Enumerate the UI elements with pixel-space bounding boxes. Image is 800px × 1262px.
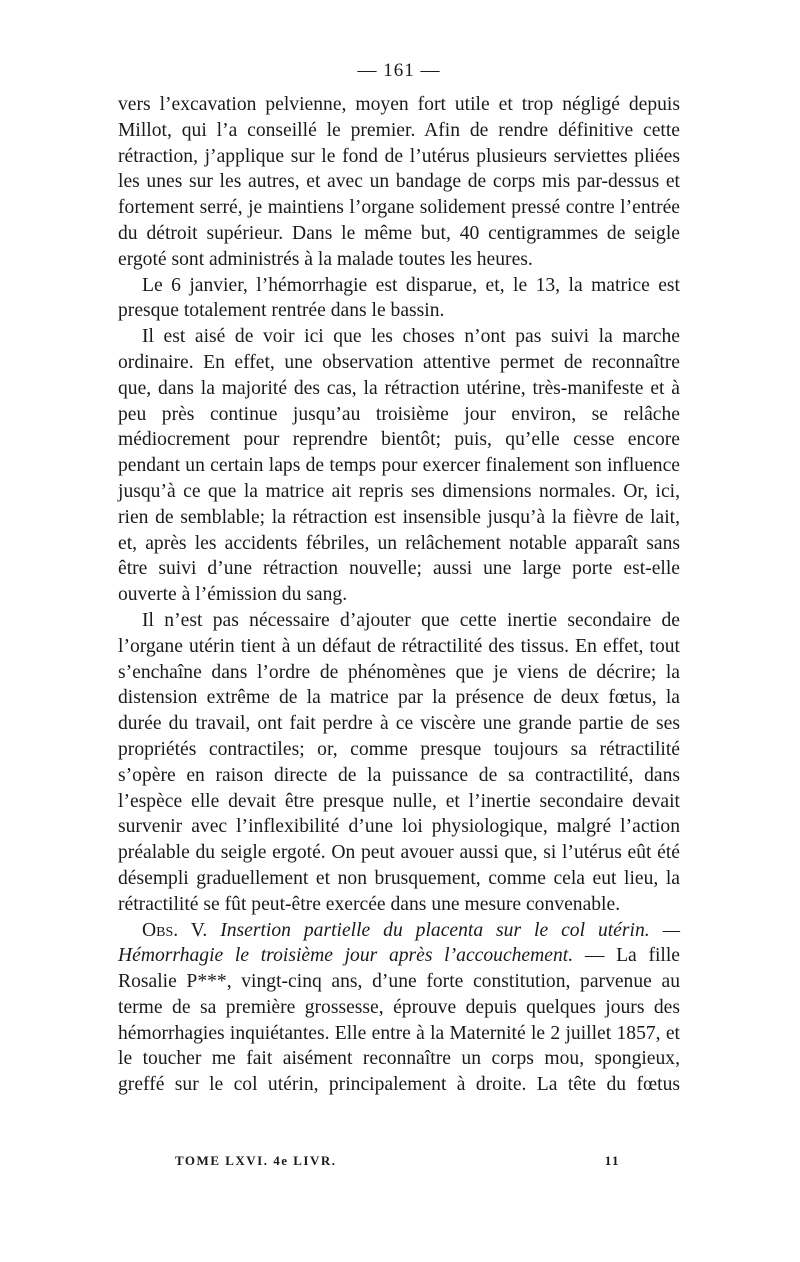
- page-number: — 161 —: [357, 60, 441, 81]
- observation-title: Insertion partielle du placenta sur le col utérin. — Hémorrhagie le troisième jour après l’accouchement.: [118, 919, 680, 967]
- observation-label: Obs. V.: [142, 919, 208, 941]
- observation-paragraph: [118, 918, 680, 1099]
- paragraph-3: Il est aisé de voir ici que les choses n’ont pas suivi la marche ordinaire. En effet, une observation attentive permet de reconnaître que, dans la majorité des cas, la rétraction utérine, très-manifeste et à peu près continue jusqu’au troisième jour environ, se relâche médiocrement pour reprendre bientôt; puis, qu’elle cesse encore pendant un certain laps de temps pour exercer finalement son influence jusqu’à ce que la matrice ait repris ses dimensions normales. Or, ici, rien de semblable; la rétraction est insensible jusqu’à la fièvre de lait, et, après les accidents fébriles, un relâchement notable apparaît sans être suivi d’une rétraction nouvelle; aussi une large porte est-elle ouverte à l’émission du sang.: [118, 326, 680, 606]
- sheet-signature: 11: [604, 1153, 620, 1168]
- page-footer: [175, 1153, 620, 1169]
- page-body: [118, 58, 680, 1098]
- paragraph-4: Il n’est pas nécessaire d’ajouter que cette inertie secondaire de l’organe utérin tient à un défaut de rétractilité des tissus. En effet, tout s’enchaîne dans l’ordre de phénomènes que je viens de décrire; la distension extrême de la matrice par la présence de deux fœtus, la durée du travail, ont fait perdre à ce viscère une grande partie de ses propriétés contractiles; or, comme presque toujours sa rétractilité s’opère en raison directe de la puissance de sa contractilité, dans l’espèce elle devait être presque nulle, et l’inertie secondaire devait survenir avec l’inflexibilité d’une loi physiologique, malgré l’action préalable du seigle ergoté. On peut avouer aussi que, si l’utérus eût été désempli graduellement et non brusquement, comme cela eut lieu, la rétractilité se fût peut-être exercée dans une mesure convenable.: [118, 609, 680, 915]
- observation-text: — La fille Rosalie P***, vingt-cinq ans, d’une forte constitution, parvenue au terme de sa première grossesse, éprouve depuis quelques jours des hémorrhagies inquiétantes. Elle entre à la Maternité le 2 juillet 1857, et le toucher me fait aisément reconnaître un corps mou, spongieux, greffé sur le col utérin, principalement à droite. La tête du fœtus: [118, 945, 680, 1096]
- paragraph-2: Le 6 janvier, l’hémorrhagie est disparue, et, le 13, la matrice est presque totalement rentrée dans le bassin.: [118, 274, 680, 322]
- volume-signature: TOME LXVI. 4e LIVR.: [175, 1153, 337, 1168]
- paragraph-1: vers l’excavation pelvienne, moyen fort utile et trop négligé depuis Millot, qui l’a conseillé le premier. Afin de rendre définitive cette rétraction, j’applique sur le fond de l’utérus plusieurs serviettes pliées les unes sur les autres, et avec un bandage de corps mis par-dessus et fortement serré, je maintiens l’organe solidement pressé contre l’entrée du détroit supérieur. Dans le même but, 40 centigrammes de seigle ergoté sont administrés à la malade toutes les heures.: [118, 94, 680, 270]
